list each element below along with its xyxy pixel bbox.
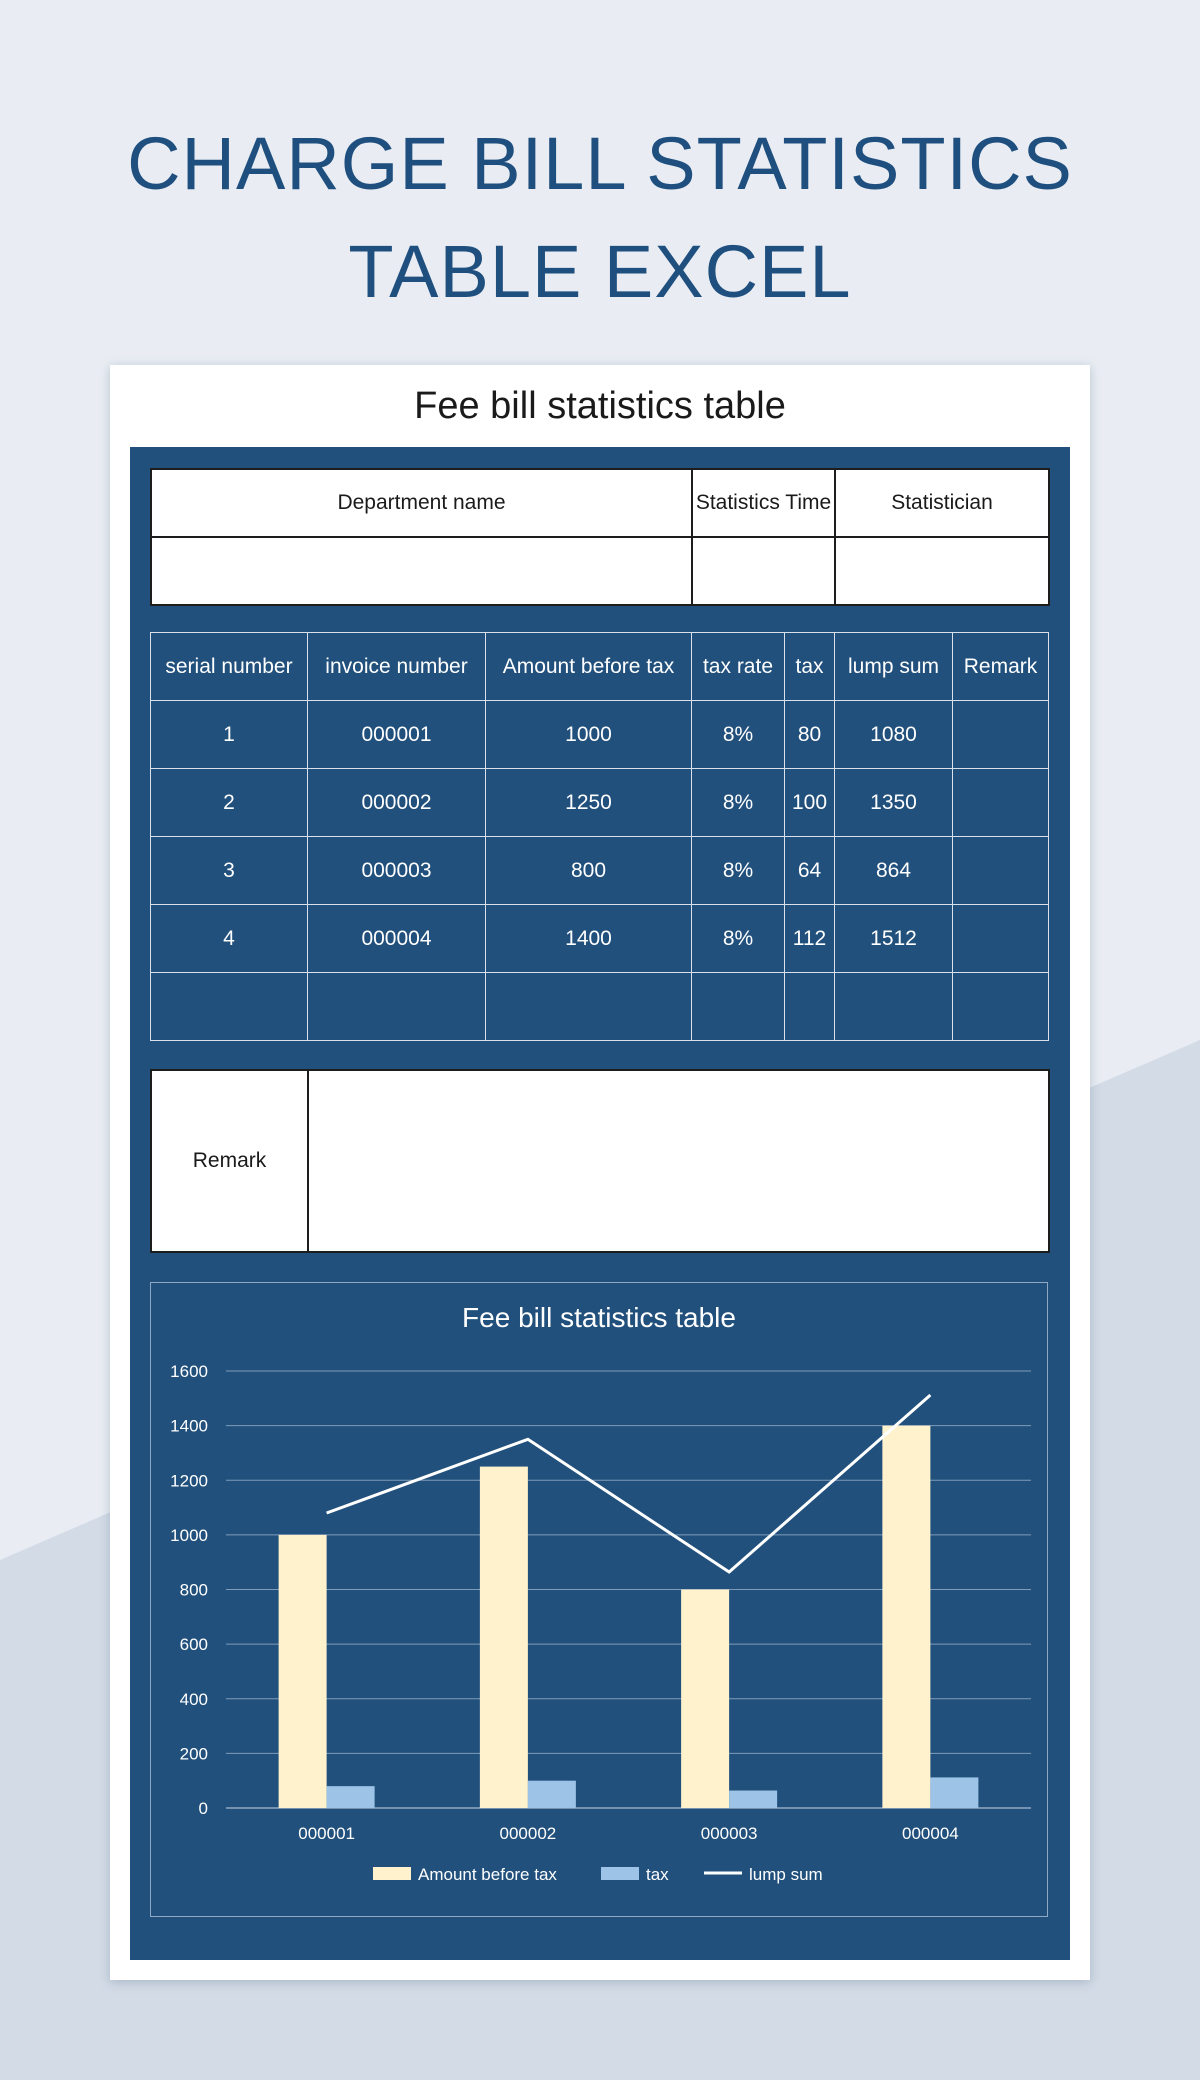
cell-lump-sum[interactable]: 1080	[835, 701, 953, 769]
chart-title: Fee bill statistics table	[462, 1302, 736, 1333]
cell-serial-number[interactable]: 3	[151, 837, 308, 905]
x-tick-label: 000002	[499, 1824, 557, 1843]
cell-tax[interactable]: 64	[785, 837, 835, 905]
y-tick-label: 600	[179, 1635, 208, 1655]
cell-lump-sum[interactable]: 864	[835, 837, 953, 905]
cell-amount-before-tax[interactable]: 1400	[486, 905, 692, 973]
y-tick-label: 1200	[170, 1471, 208, 1491]
header-amount-before-tax: Amount before tax	[486, 633, 692, 701]
cell-tax-rate[interactable]: 8%	[692, 837, 785, 905]
statistician-cell[interactable]	[835, 537, 1049, 605]
header-lump-sum: lump sum	[835, 633, 953, 701]
info-table	[150, 468, 1050, 606]
statistician-label: Statistician	[835, 469, 1049, 537]
chart-container	[150, 1282, 1048, 1917]
table-row	[151, 769, 1049, 837]
legend-label-lump-sum: lump sum	[749, 1865, 823, 1884]
cell-tax[interactable]: 112	[785, 905, 835, 973]
y-tick-label: 800	[179, 1580, 208, 1600]
bar-tax	[729, 1791, 777, 1808]
legend-swatch-tax	[601, 1867, 639, 1880]
header-tax: tax	[785, 633, 835, 701]
remark-table	[150, 1069, 1050, 1253]
legend-label-amount-before-tax: Amount before tax	[418, 1865, 557, 1884]
remark-field[interactable]	[308, 1070, 1049, 1252]
x-tick-label: 000004	[902, 1824, 959, 1843]
cell-invoice-number[interactable]: 000003	[308, 837, 486, 905]
remark-label: Remark	[151, 1070, 308, 1252]
header-serial-number: serial number	[151, 633, 308, 701]
fee-chart	[151, 1283, 1047, 1916]
page-title-line-2: TABLE EXCEL	[348, 230, 852, 313]
cell-remark[interactable]	[953, 905, 1049, 973]
cell-lump-sum[interactable]: 1512	[835, 905, 953, 973]
cell-tax-rate[interactable]	[692, 973, 785, 1041]
sheet-title: Fee bill statistics table	[414, 385, 786, 427]
cell-lump-sum[interactable]: 1350	[835, 769, 953, 837]
x-tick-label: 000001	[298, 1824, 355, 1843]
y-tick-label: 1600	[170, 1362, 208, 1381]
cell-remark[interactable]	[953, 973, 1049, 1041]
bar-amount-before-tax	[279, 1535, 327, 1808]
cell-amount-before-tax[interactable]: 1250	[486, 769, 692, 837]
y-tick-label: 400	[179, 1689, 208, 1709]
bar-amount-before-tax	[480, 1467, 528, 1808]
cell-serial-number[interactable]: 2	[151, 769, 308, 837]
cell-tax[interactable]: 80	[785, 701, 835, 769]
cell-remark[interactable]	[953, 837, 1049, 905]
bar-tax	[327, 1786, 375, 1808]
cell-tax[interactable]: 100	[785, 769, 835, 837]
cell-serial-number[interactable]: 4	[151, 905, 308, 973]
cell-tax-rate[interactable]: 8%	[692, 769, 785, 837]
bar-amount-before-tax	[882, 1426, 930, 1808]
line-lump-sum	[327, 1395, 931, 1572]
table-row	[151, 701, 1049, 769]
legend-label-tax: tax	[646, 1865, 669, 1884]
y-tick-label: 200	[179, 1744, 208, 1764]
bar-tax	[528, 1781, 576, 1808]
cell-invoice-number[interactable]: 000001	[308, 701, 486, 769]
department-name-cell[interactable]	[151, 537, 692, 605]
header-invoice-number: invoice number	[308, 633, 486, 701]
cell-tax-rate[interactable]: 8%	[692, 905, 785, 973]
department-name-label: Department name	[151, 469, 692, 537]
statistics-time-cell[interactable]	[692, 537, 835, 605]
y-tick-label: 0	[198, 1799, 208, 1818]
cell-serial-number[interactable]	[151, 973, 308, 1041]
cell-amount-before-tax[interactable]: 800	[486, 837, 692, 905]
cell-remark[interactable]	[953, 769, 1049, 837]
x-tick-label: 000003	[700, 1824, 758, 1843]
bar-tax	[930, 1777, 978, 1808]
cell-invoice-number[interactable]: 000004	[308, 905, 486, 973]
cell-serial-number[interactable]: 1	[151, 701, 308, 769]
table-header-row	[151, 633, 1049, 701]
cell-amount-before-tax[interactable]	[486, 973, 692, 1041]
cell-tax-rate[interactable]: 8%	[692, 701, 785, 769]
cell-amount-before-tax[interactable]: 1000	[486, 701, 692, 769]
y-tick-label: 1000	[170, 1525, 208, 1545]
page-title	[0, 110, 1200, 326]
y-tick-label: 1400	[170, 1416, 208, 1436]
table-row	[151, 905, 1049, 973]
sheet-panel	[130, 447, 1070, 1960]
bar-amount-before-tax	[681, 1590, 729, 1809]
table-row	[151, 837, 1049, 905]
header-tax-rate: tax rate	[692, 633, 785, 701]
fee-table	[150, 632, 1049, 1041]
statistics-time-label: Statistics Time	[692, 469, 835, 537]
cell-invoice-number[interactable]	[308, 973, 486, 1041]
sheet-card	[110, 365, 1090, 1980]
cell-remark[interactable]	[953, 701, 1049, 769]
cell-tax[interactable]	[785, 973, 835, 1041]
page-title-line-1: CHARGE BILL STATISTICS	[127, 122, 1073, 205]
table-row	[151, 973, 1049, 1041]
header-remark: Remark	[953, 633, 1049, 701]
cell-invoice-number[interactable]: 000002	[308, 769, 486, 837]
cell-lump-sum[interactable]	[835, 973, 953, 1041]
legend-swatch-amount-before-tax	[373, 1867, 411, 1880]
